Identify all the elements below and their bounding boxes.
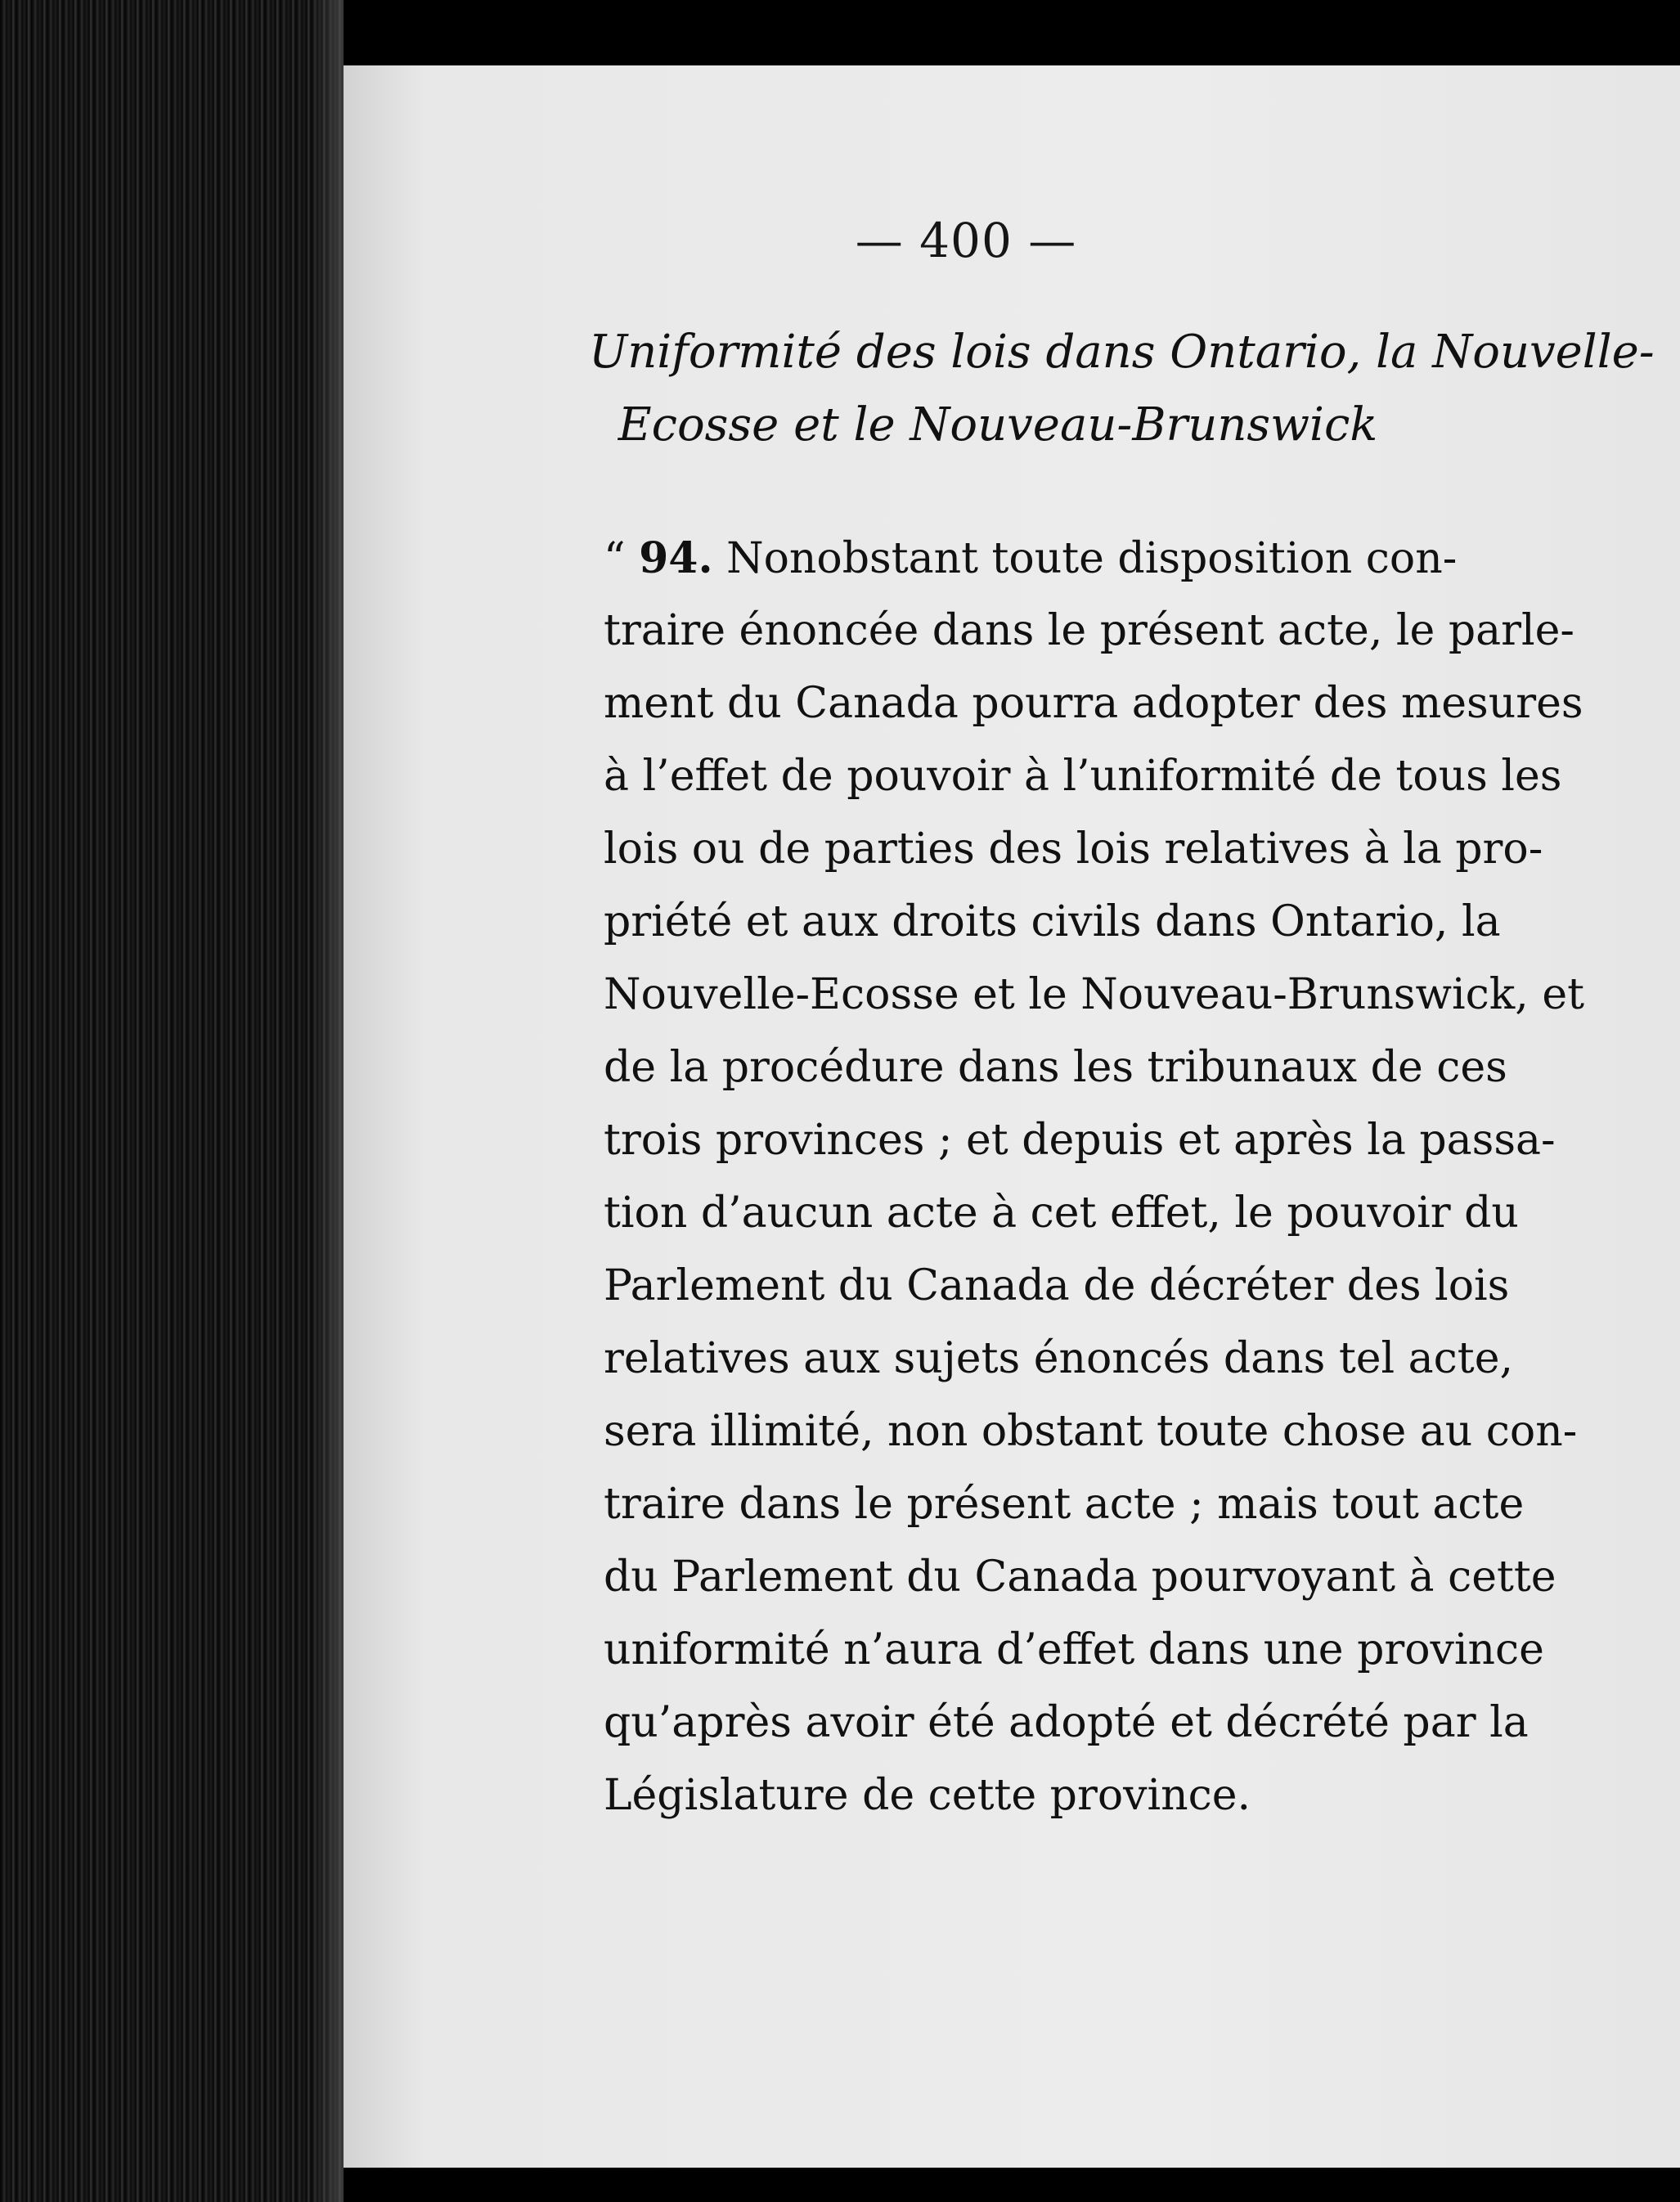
article-line: Nouvelle-Ecosse et le Nouveau-Brunswick, et [604,970,1584,1019]
section-heading-line-1: Uniformité des lois dans Ontario, la Nouvelle- [589,326,1655,379]
article-line: à l’effet de pouvoir à l’uniformité de tous les [604,752,1562,801]
article-line: trois provinces ; et depuis et après la passa- [604,1116,1556,1165]
opening-quote: “ [604,534,626,583]
book-binding-edge [0,0,344,2202]
article-line: priété et aux droits civils dans Ontario, la [604,897,1501,946]
section-heading-line-2: Ecosse et le Nouveau-Brunswick [618,398,1378,452]
article-line: sera illimité, non obstant toute chose au con- [604,1407,1578,1456]
article-line: tion d’aucun acte à cet effet, le pouvoir du [604,1189,1519,1238]
article-line [604,522,1680,595]
article-line: de la procédure dans les tribunaux de ces [604,1043,1507,1092]
article-line: Législature de cette province. [604,1771,1251,1820]
article-line: qu’après avoir été adopté et décrété par la [604,1698,1529,1747]
section-heading [589,316,1655,461]
article-line: Parlement du Canada de décréter des lois [604,1261,1510,1310]
article-line: traire énoncée dans le présent acte, le parle- [604,606,1574,655]
article-line: lois ou de parties des lois relatives à la pro- [604,825,1543,874]
article-number: 94. [639,533,713,583]
article-text [604,522,1680,1832]
article-line: ment du Canada pourra adopter des mesures [604,679,1583,728]
article-line-text: Nonobstant toute disposition con- [726,534,1458,583]
article-line: relatives aux sujets énoncés dans tel acte, [604,1334,1514,1383]
book-page [344,65,1680,2168]
article-line: traire dans le présent acte ; mais tout acte [604,1480,1525,1529]
article-line: uniformité n’aura d’effet dans une province [604,1625,1544,1674]
page-number: — 400 — [855,213,1077,268]
article-line: du Parlement du Canada pourvoyant à cette [604,1553,1556,1602]
